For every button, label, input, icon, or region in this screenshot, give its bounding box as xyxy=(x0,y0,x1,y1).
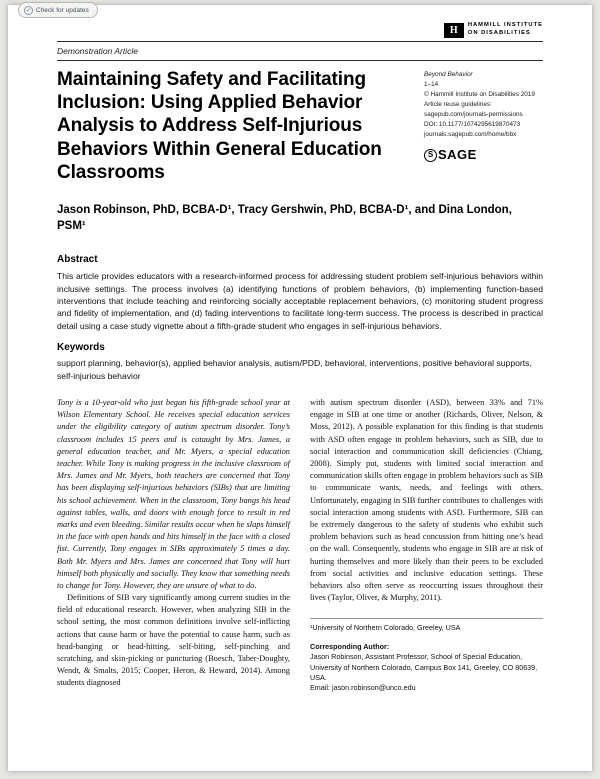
vignette-paragraph: Tony is a 10-year-old who just began his fifth-grade school year at Wilson Elementary School. He receives special education services under the eligibility category of autism spectrum disorder. Tony’s classroom includes 15 peers and is cotaught by Mrs. James, a general education teacher, and Mr. Myers, a special education teacher. While Tony is making progress in the inclusive classroom of Mrs. James and Mr. Myers, both teachers are concerned that Tony has been displaying self-injurious behaviors (SIBs) that are limiting his school achievement. When in the classroom, Tony bangs his head against tables, walls, and doors with enough force to result in red marks and even bleeding. Similar results occur when he slaps himself in the face with open hands and hits himself in the face with a closed fist. Currently, Tony engages in SIBs approximately 5 times a day. Both Mr. Myers and Mrs. James are concerned that Tony will hurt himself both physically and socially. They know that something needs to change for Tony. However, they are unsure of what to do. xyxy=(57,398,290,590)
corresponding-author-label: Corresponding Author: xyxy=(310,642,390,652)
abstract-heading: Abstract xyxy=(57,254,98,266)
institute-name-line1: HAMMILL INSTITUTE xyxy=(467,22,543,29)
journal-homepage-link[interactable]: journals.sagepub.com/home/bbx xyxy=(424,130,517,138)
article-type-label: Demonstration Article xyxy=(57,46,138,56)
sage-wordmark: SAGE xyxy=(438,147,477,163)
sage-circle-s-icon: S xyxy=(424,149,437,162)
corresponding-author-address: Jason Robinson, Assistant Professor, School of Special Education, University of Northern Colorado, Campus Box 141, Greeley, CO 80639, USA. xyxy=(310,652,538,682)
article-title: Maintaining Safety and Facilitating Inclusion: Using Applied Behavior Analysis to Address Self-Injurious Behaviors Within General Education Classrooms xyxy=(57,69,382,183)
footnote-block xyxy=(310,618,543,692)
institute-logo xyxy=(444,22,543,38)
doi-line: DOI: 10.1177/1074295619870473 xyxy=(424,120,521,128)
second-rule xyxy=(57,60,543,61)
check-updates-label: Check for updates xyxy=(36,7,89,14)
journal-name: Beyond Behavior xyxy=(424,71,473,78)
journal-header xyxy=(57,5,543,41)
page-range: 1–14 xyxy=(424,80,439,88)
affiliation-note: ¹University of Northern Colorado, Greeley, USA xyxy=(310,623,461,633)
check-updates-badge[interactable] xyxy=(18,2,98,18)
sage-logo xyxy=(424,145,543,165)
corresponding-author-email-line xyxy=(310,683,543,693)
institute-name xyxy=(468,22,543,38)
copyright-line: © Hammill Institute on Disabilities 2019 xyxy=(424,90,535,98)
right-body-paragraph: with autism spectrum disorder (ASD), between 33% and 71% engage in SIB at one time or another (Richards, Oliver, Nelson, & Moss, 2012). A possible explanation for this finding is that students with ASD often engage in problem behaviors, such as SIB, due to social interaction and communication skill deficiencies (Chiang, 2008). Simply put, students with limited social interaction and communication skills often engage in problem behaviors such as SIB to communicate wants, needs, and feelings with others. Unfortunately, engaging in SIB further contributes to challenges with social interaction among students with ASD. Furthermore, SIB can be extremely dangerous to the safety of students who exhibit such problem behaviors such as head concussion from hitting one’s head on the wall. Consequently, students who engage in SIB are at risk of hurting themselves and more likely than their peers to be excluded from social activities and inclusive education settings. These behaviors also often serve as reoccurring issues throughout their lives (Taylor, Oliver, & Murphy, 2011). xyxy=(310,398,543,603)
reuse-guidelines-link[interactable]: sagepub.com/journals-permissions xyxy=(424,110,523,118)
journal-meta xyxy=(424,68,543,184)
author-byline: Jason Robinson, PhD, BCBA-D¹, Tracy Gershwin, PhD, BCBA-D¹, and Dina London, PSM¹ xyxy=(57,203,512,232)
left-body-paragraph: Definitions of SIB vary significantly among current studies in the field of educational research. However, when analyzing SIB in the school setting, the most common definitions involve self-inflicting actions that cause harm or have the potential to cause harm, such as head-banging or head-hitting, self-biting, self-pinching and scratching, and skin-picking or puncturing (Boesch, Taber-Doughty, Wendt, & Smalts, 2015; Cooper, Heron, & Heward, 2014). Among students diagnosed xyxy=(57,593,290,688)
reuse-guidelines-label: Article reuse guidelines: xyxy=(424,100,492,108)
email-label: Email: xyxy=(310,682,330,692)
left-column xyxy=(57,397,290,693)
keywords-text: support planning, behavior(s), applied behavior analysis, autism/PDD, behavioral, interventions, positive behavioral supports, self-injurious behavior xyxy=(57,358,532,382)
crossmark-icon: ✓ xyxy=(25,8,32,14)
body-columns xyxy=(57,397,543,693)
hammill-logo-icon: H xyxy=(444,23,464,38)
institute-name-line2: ON DISABILITIES xyxy=(467,30,531,37)
keywords-heading: Keywords xyxy=(57,342,105,354)
email-link[interactable]: jason.robinson@unco.edu xyxy=(331,682,416,692)
title-row xyxy=(57,68,543,184)
right-column xyxy=(310,397,543,693)
paper-sheet xyxy=(8,5,592,771)
footnote-rule xyxy=(310,618,543,619)
abstract-text: This article provides educators with a research-informed process for addressing student problem self-injurious behaviors within inclusive settings. The process involves (a) identifying functions of problem behaviors, (b) implementing function-based interventions that include teaching and reinforcing socially acceptable replacement behaviors, (c) monitoring student progress and fidelity of implementation, and (d) fading interventions to facilitate long-term success. The process is described in practical detail using a case study vignette about a fifth-grade student who engages in self-injurious behaviors. xyxy=(57,271,543,331)
